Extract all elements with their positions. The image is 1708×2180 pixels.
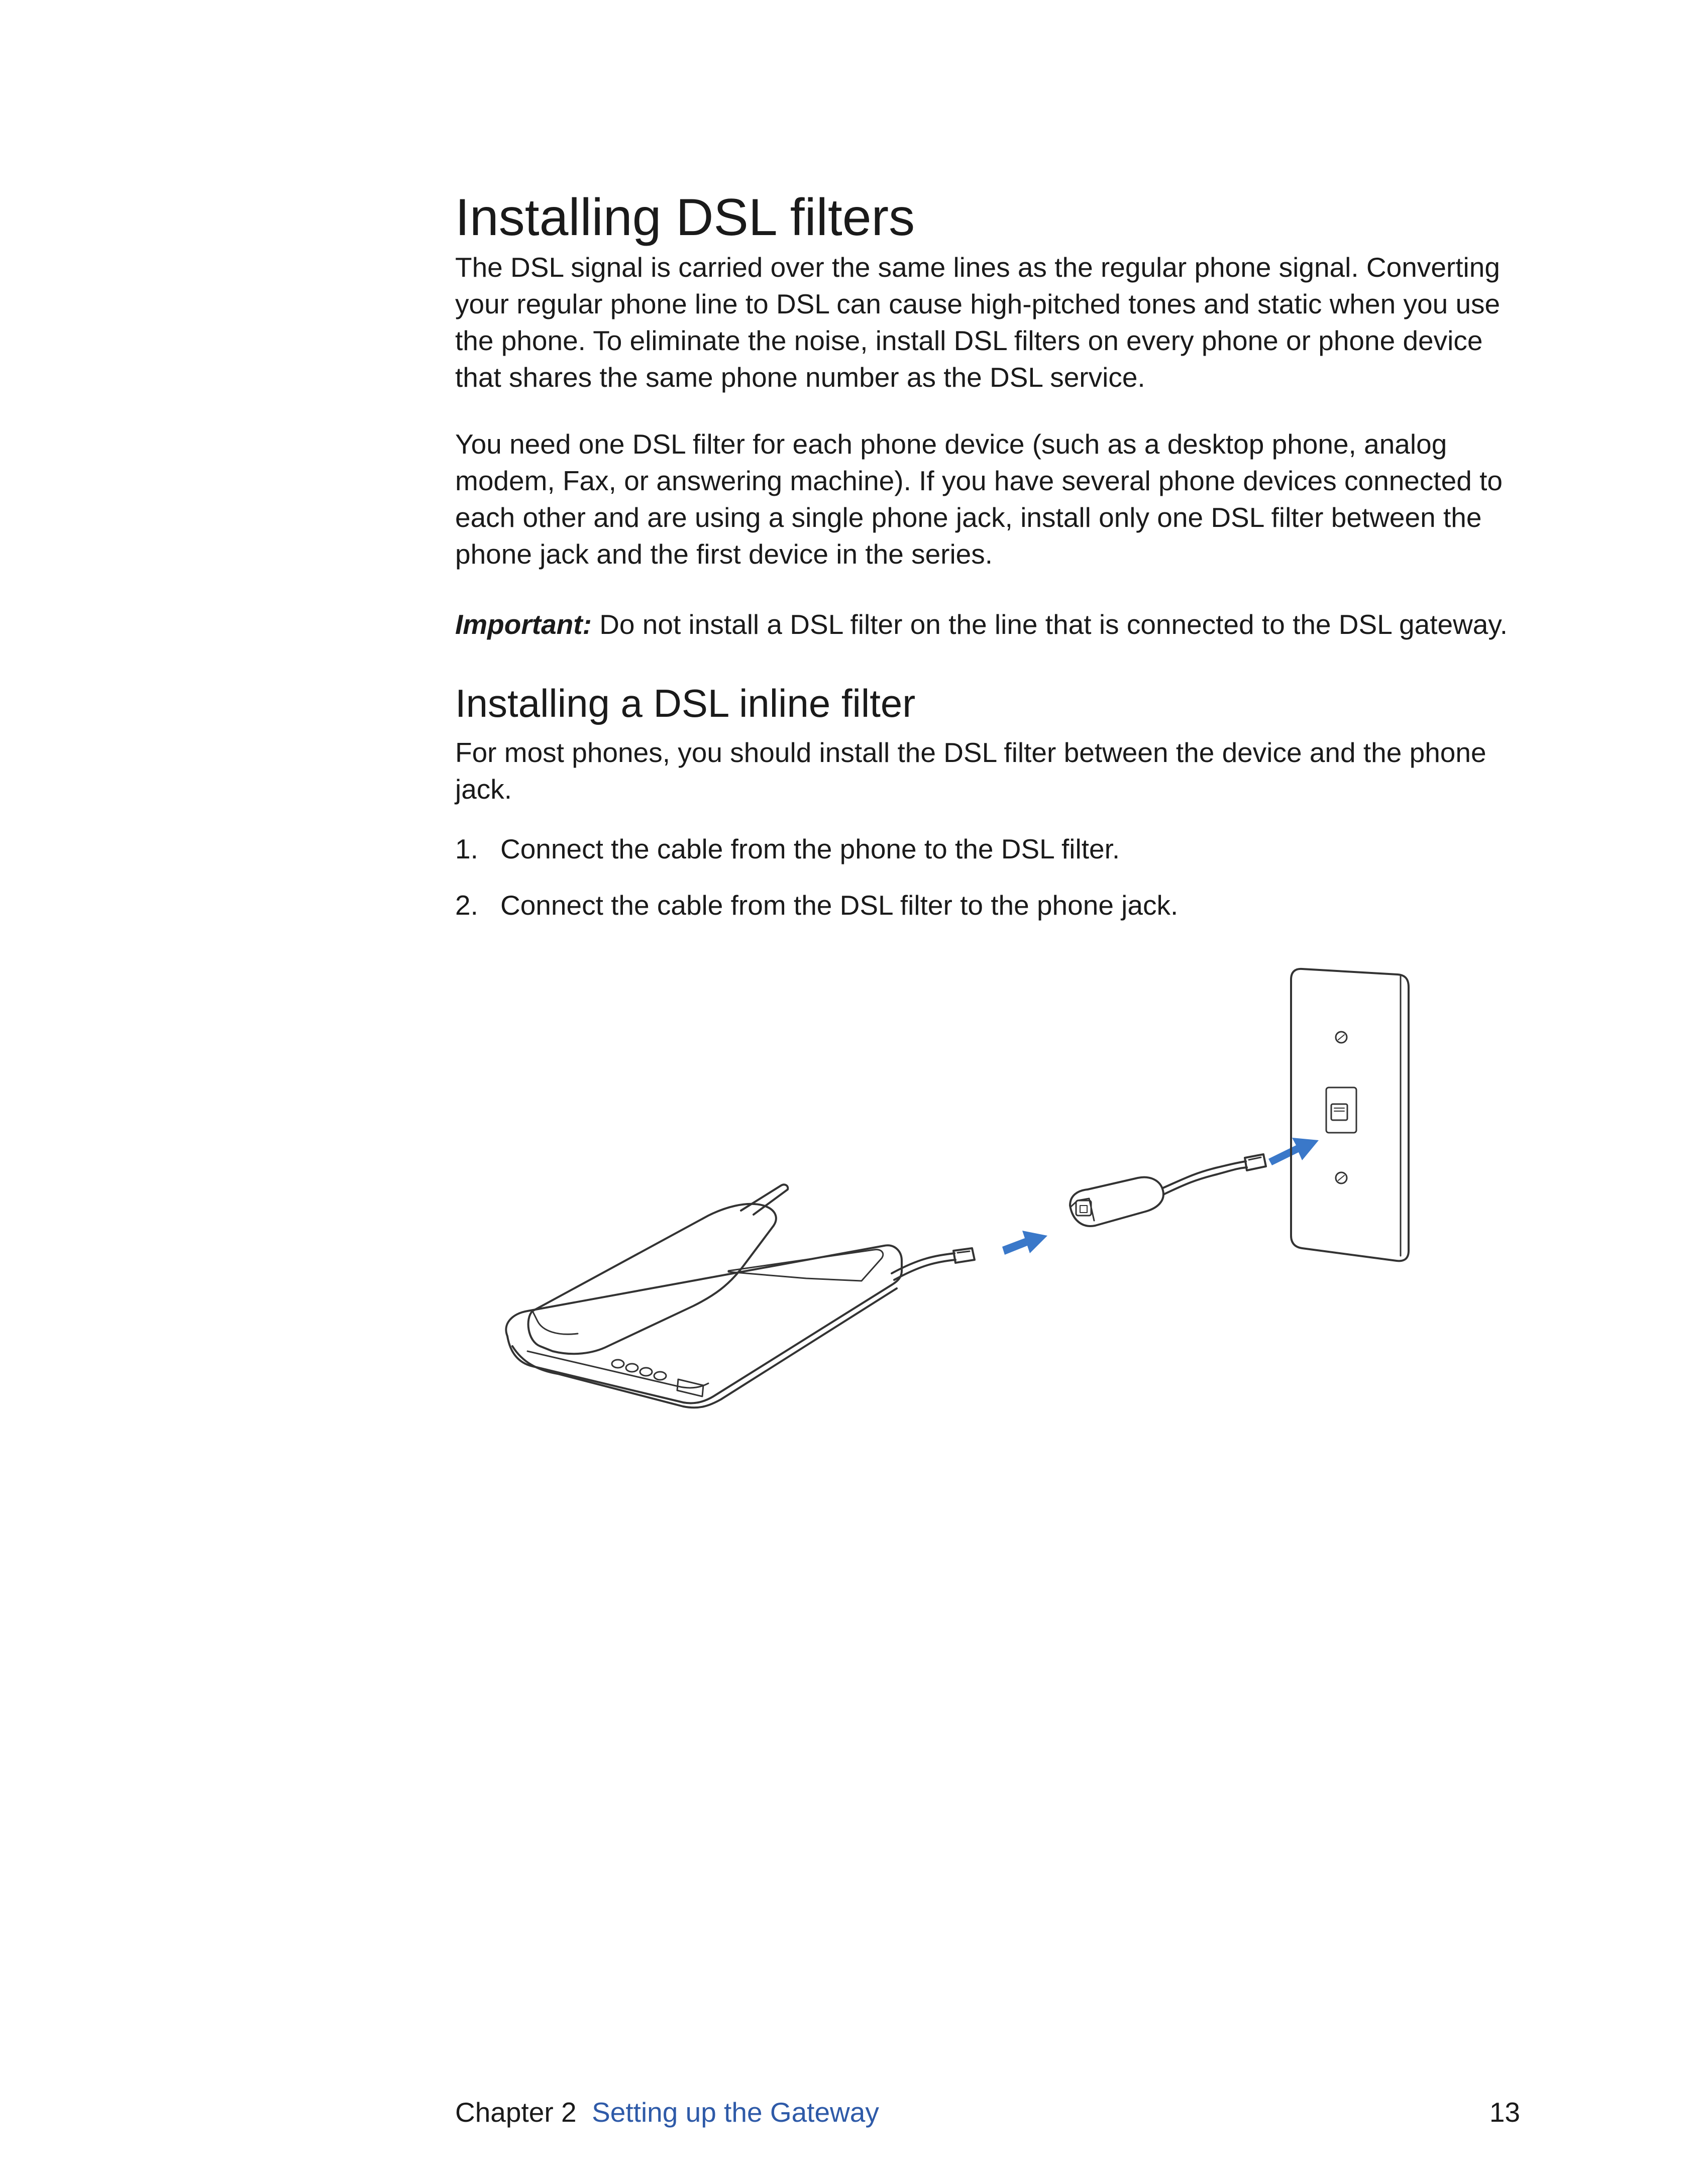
- phone-base-edge: [512, 1288, 897, 1407]
- important-label: Important:: [455, 609, 592, 640]
- insert-arrow-icon: [1002, 1231, 1047, 1255]
- page-number: 13: [1489, 2097, 1520, 2128]
- phone-button: [626, 1364, 638, 1372]
- chapter-label: Chapter 2: [455, 2097, 577, 2128]
- wall-plate: [1291, 969, 1409, 1261]
- filters-per-device-paragraph: You need one DSL filter for each phone device (such as a desktop phone, analog modem, Fax, or answering machine). If you have several phone devices connected to each other and are using a single phone jack, install only one DSL filter between the phone jack and the first device in the series.: [455, 428, 1503, 570]
- wall-jack-icon: [1291, 969, 1409, 1261]
- insert-arrow-icon: [1268, 1138, 1319, 1165]
- section-lead-paragraph: For most phones, you should install the DSL filter between the device and the phone jack.: [455, 737, 1486, 805]
- intro-paragraph: The DSL signal is carried over the same lines as the regular phone signal. Converting your regular phone line to DSL can cause high-pitched tones and static when you use the phone. To eliminate the noise, install DSL filters on every phone or phone device that shares the same phone number as the DSL service.: [455, 252, 1501, 393]
- wall-jack-pins: [1334, 1108, 1344, 1111]
- step-text: Connect the cable from the DSL filter to the phone jack.: [500, 890, 1179, 921]
- phone-cord: [894, 1260, 955, 1280]
- step-text: Connect the cable from the phone to the DSL filter.: [500, 833, 1120, 864]
- important-note: [455, 606, 1520, 643]
- filter-plug: [1245, 1154, 1266, 1170]
- dsl-filter-installation-illustration: [492, 964, 1427, 1462]
- handset-top-edge: [532, 1311, 578, 1334]
- filter-body: [1070, 1177, 1163, 1226]
- dsl-filter-icon: [1070, 1154, 1266, 1226]
- filter-jack-slot: [1080, 1206, 1087, 1213]
- phone-plug: [953, 1248, 975, 1263]
- phone-plug-clip: [957, 1251, 970, 1253]
- filter-cord: [1163, 1161, 1246, 1188]
- phone-base: [506, 1245, 902, 1403]
- step-number: 1.: [455, 833, 478, 864]
- chapter-title-link[interactable]: Setting up the Gateway: [592, 2097, 879, 2128]
- page-title: Installing DSL filters: [455, 188, 915, 247]
- step-2: [455, 887, 1520, 924]
- phone-button: [654, 1372, 666, 1380]
- phone-handset: [528, 1204, 776, 1354]
- phone-base-lip: [527, 1351, 708, 1388]
- step-1: [455, 831, 1520, 867]
- desktop-phone-icon: [506, 1184, 902, 1407]
- wall-jack-opening: [1331, 1104, 1347, 1120]
- phone-button: [612, 1360, 624, 1368]
- important-text: Do not install a DSL filter on the line that is connected to the DSL gateway.: [591, 609, 1508, 640]
- section-heading: Installing a DSL inline filter: [455, 681, 916, 725]
- step-number: 2.: [455, 890, 478, 921]
- phone-button: [640, 1368, 652, 1376]
- filter-jack: [1076, 1201, 1091, 1216]
- phone-antenna: [741, 1184, 788, 1215]
- phone-cord-icon: [892, 1248, 975, 1280]
- footer-chapter: [455, 2095, 879, 2130]
